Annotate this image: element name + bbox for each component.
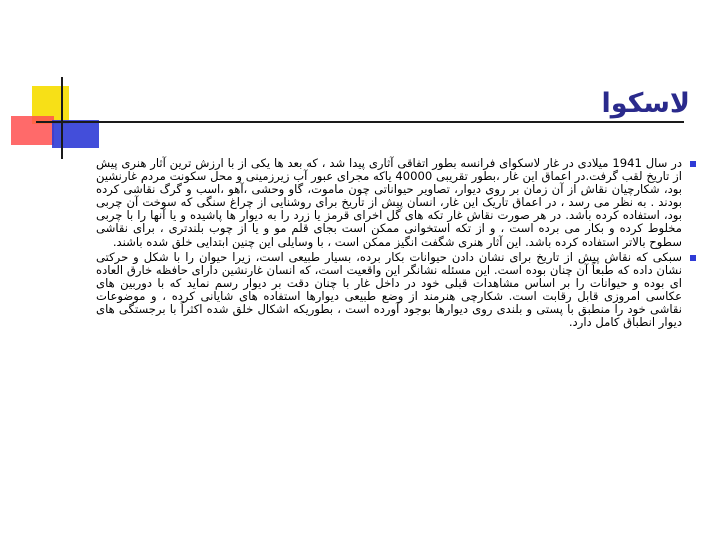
paragraph-2-text: سبکی که نقاش پیش از تاریخ برای نشان دادن حیوانات بکار برده، بسیار طبیعی است، زیرا حیوان را با شکل و حرکتی نشان داده که طبعاً آن چنان بوده است. این مسئله نشانگر این واقعیت است، که انسان غارنشین دارای حافظه خارق العاده ای بوده و حیوانات را بر اساس مشاهدات قبلی خود در داخل غار با چنان دقت بر دیوار رسم نماید که با دوربین های عکاسی امروزی قابل رقابت است. شکارچی هنرمند از وضع طبیعی دیوارها استفاده های شایانی کرده ، و موضوعات نقاشی خود را منطبق با پستی و بلندی روی دیوارها بوجود آورده است ، بطوریکه اشکال خلق شده اکثراً با برجستگی های دیوار انطباق کامل دارد. [96,249,682,330]
logo-vertical-line [61,77,63,159]
bullet-icon [690,161,696,167]
paragraph-1 [96,157,696,249]
logo-blue-square [52,120,99,148]
paragraph-2 [96,251,696,330]
paragraph-1-text: در سال 1941 میلادی در غار لاسکوای فرانسه بطور اتفاقی آثاری پیدا شد ، که بعد ها یکی از با ارزش ترین آثار هنری پیش از تاریخ لقب گرفت.در اعماق این غار ،بطور تقریبی 40000 یاکه مجرای عبور آب زیرزمینی و محل سکونت مردم غارنشین بود، شکارچیان نقاش از آن زمان بر روی دیوار، تصاویر حیواناتی چون ماموت، گاو وحشی ،آهو ،اسب و گرگ نقاشی کرده بودند . به نظر می رسد ، در اعماق تاریک این غار، انسان پیش از تاریخ برای روشنایی از چراغ سنگی که سوخت آن چربی بود، استفاده کرده باشد. در هر صورت نقاش غار تکه های گل اخرای قرمز یا زرد را به دیوار ها پاشیده و یا آنها را با چربی مخلوط کرده و بکار می برده است ، و از تکه استخوانی ممکن است بجای قلم مو و یا از چوب بلندتری ، برای نقاشی سطوح بالاتر استفاده کرده باشد. این آثار هنری شگفت انگیز ممکن است ، با وسایلی این چنین ابتدایی خلق شده باشند. [96,156,682,249]
slide-body [96,157,696,331]
title-divider-line [36,121,684,123]
slide-title: لاسکوا [601,88,690,119]
bullet-icon [690,255,696,261]
